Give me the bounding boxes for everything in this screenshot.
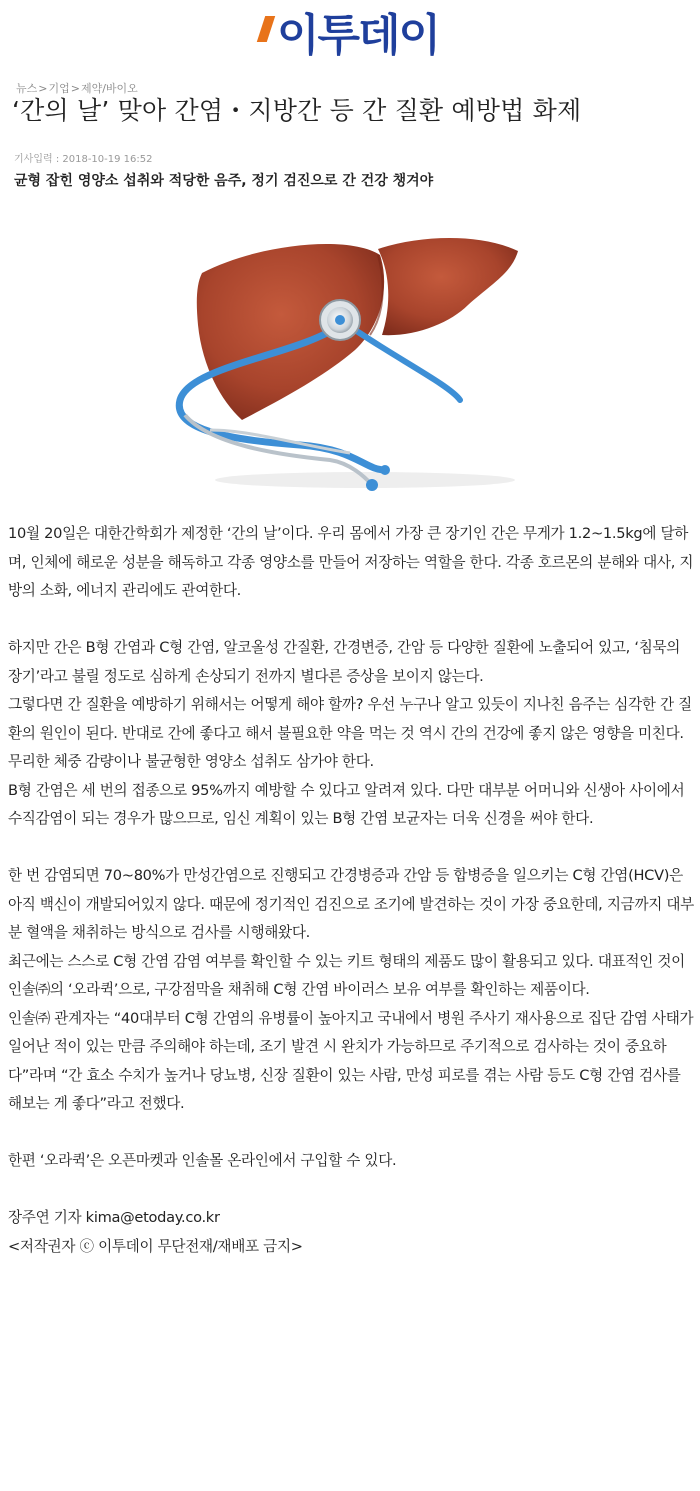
article-body [8, 520, 694, 1261]
breadcrumb-item-business[interactable]: 기업 [48, 82, 70, 95]
article-paragraph: 한 번 감염되면 70~80%가 만성간염으로 진행되고 간경병증과 간암 등 합병증을 일으키는 C형 간염(HCV)은 아직 백신이 개발되어있지 않다. 때문에 정기적인 검진으로 조기에 발견하는 것이 가장 중요한데, 지금까지 대부분 혈액을 채취하는 방식으로 검사를 시행해왔다. [8, 867, 694, 941]
breadcrumb-item-pharma[interactable]: 제약/바이오 [80, 82, 138, 95]
breadcrumb-item-news[interactable]: 뉴스 [16, 82, 38, 95]
site-logo[interactable] [261, 8, 439, 64]
paragraph-spacer [8, 834, 694, 863]
liver-with-stethoscope-illustration-icon [150, 215, 550, 495]
breadcrumb-separator: > [70, 82, 80, 95]
paragraph-spacer [8, 1176, 694, 1205]
article-date: 기사입력 : 2018-10-19 16:52 [14, 154, 153, 165]
article-paragraph: B형 간염은 세 번의 접종으로 95%까지 예방할 수 있다고 알려져 있다. 다만 대부분 어머니와 신생아 사이에서 수직감염이 되는 경우가 많으므로, 임신 계획이 있는 B형 간염 보균자는 더욱 신경을 써야 한다. [8, 781, 685, 827]
article-paragraph: 인솔㈜ 관계자는 “40대부터 C형 간염의 유병률이 높아지고 국내에서 병원 주사기 재사용으로 집단 감염 사태가 일어난 적이 있는 만큼 주의해야 하는데, 조기 발견 시 완치가 가능하므로 주기적으로 검사하는 것이 중요하다”라며 “간 효소 수치가 높거나 당뇨병, 신장 질환이 있는 사람, 만성 피로를 겪는 사람 등도 C형 간염 검사를 해보는 게 좋다”라고 전했다. [8, 1009, 694, 1112]
paragraph-spacer [8, 606, 694, 635]
breadcrumb-separator: > [38, 82, 48, 95]
article-paragraph: 10월 20일은 대한간학회가 제정한 ‘간의 날’이다. 우리 몸에서 가장 큰 장기인 간은 무게가 1.2~1.5kg에 달하며, 인체에 해로운 성분을 해독하고 각종 영양소를 만들어 저장하는 역할을 한다. 각종 호르몬의 분해와 대사, 지방의 소화, 에너지 관리에도 관여한다. [8, 525, 694, 599]
logo-text: 이투데이 [276, 10, 439, 61]
article-paragraph: 그렇다면 간 질환을 예방하기 위해서는 어떻게 해야 할까? 우선 누구나 알고 있듯이 지나친 음주는 심각한 간 질환의 원인이 된다. 반대로 간에 좋다고 해서 불필요한 약을 먹는 것 역시 간의 건강에 좋지 않은 영향을 미친다. 무리한 체중 감량이나 불균형한 영양소 섭취도 삼가야 한다. [8, 696, 692, 770]
site-header [0, 8, 700, 64]
article-subtitle: 균형 잡힌 영양소 섭취와 적당한 음주, 정기 검진으로 간 건강 챙겨야 [14, 173, 434, 189]
paragraph-spacer [8, 1119, 694, 1148]
article-headline: ‘간의 날’ 맞아 간염・지방간 등 간 질환 예방법 화제 [12, 96, 582, 125]
copyright-notice: <저작권자 ⓒ 이투데이 무단전재/재배포 금지> [8, 1237, 303, 1255]
article-photo [150, 215, 550, 495]
article-paragraph: 하지만 간은 B형 간염과 C형 간염, 알코올성 간질환, 간경변증, 간암 등 다양한 질환에 노출되어 있고, ‘침묵의 장기’라고 불릴 정도로 심하게 손상되기 전까지 별다른 증상을 보이지 않는다. [8, 639, 681, 685]
reporter-byline: 장주연 기자 kima@etoday.co.kr [8, 1209, 220, 1226]
logo-mark-icon [257, 16, 275, 42]
article-paragraph: 한편 ‘오라퀵’은 오픈마켓과 인솔몰 온라인에서 구입할 수 있다. [8, 1152, 397, 1169]
article-paragraph: 최근에는 스스로 C형 간염 감염 여부를 확인할 수 있는 키트 형태의 제품도 많이 활용되고 있다. 대표적인 것이 인솔㈜의 ‘오라퀵’으로, 구강점막을 채취해 C형 간염 바이러스 보유 여부를 확인하는 제품이다. [8, 952, 685, 998]
